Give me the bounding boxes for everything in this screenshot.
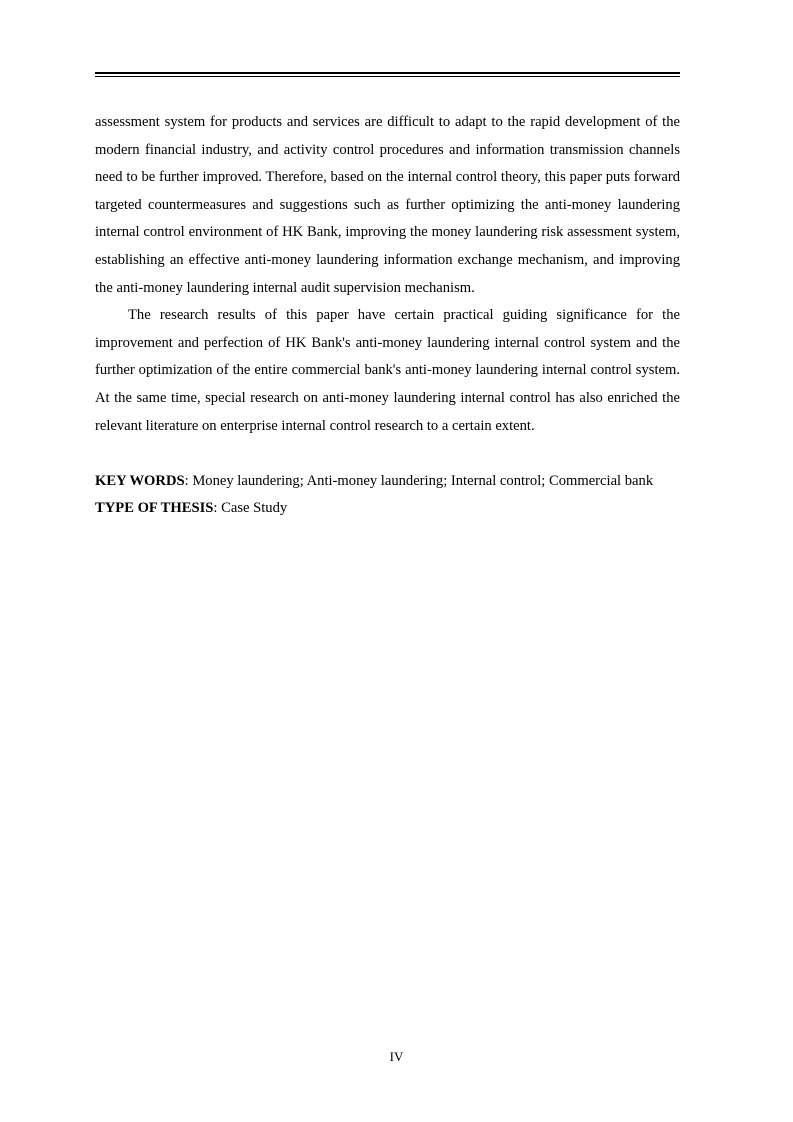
page-number: IV — [389, 1049, 404, 1064]
keywords-value: Money laundering; Anti-money laundering; Internal control; Commercial bank — [192, 472, 654, 489]
header-rule — [95, 72, 680, 77]
abstract-paragraph-1: assessment system for products and services are difficult to adapt to the rapid development of the modern financial industry, and activity control procedures and information transmission channels need to be further improved. Therefore, based on the internal control theory, this paper puts forward targeted countermeasures and suggestions such as further optimizing the anti-money laundering internal control environment of HK Bank, improving the money laundering risk assessment system, establishing an effective anti-money laundering information exchange mechanism, and improving the anti-money laundering internal audit supervision mechanism. — [95, 114, 680, 296]
abstract-body — [95, 109, 680, 523]
keywords-line — [95, 468, 680, 496]
thesis-type-label: TYPE OF THESIS — [95, 500, 214, 517]
thesis-type-separator: : — [213, 500, 222, 517]
keywords-label: KEY WORDS — [95, 472, 185, 489]
thesis-type-value: Case Study — [221, 500, 288, 517]
abstract-paragraph-2: The research results of this paper have certain practical guiding significance for the improvement and perfection of HK Bank's anti-money laundering internal control system and the further optimization of the entire commercial bank's anti-money laundering internal control system. At the same time, special research on anti-money laundering internal control has also enriched the relevant literature on enterprise internal control research to a certain extent. — [95, 307, 680, 434]
thesis-type-line — [95, 495, 680, 523]
keywords-separator: : — [184, 472, 193, 489]
